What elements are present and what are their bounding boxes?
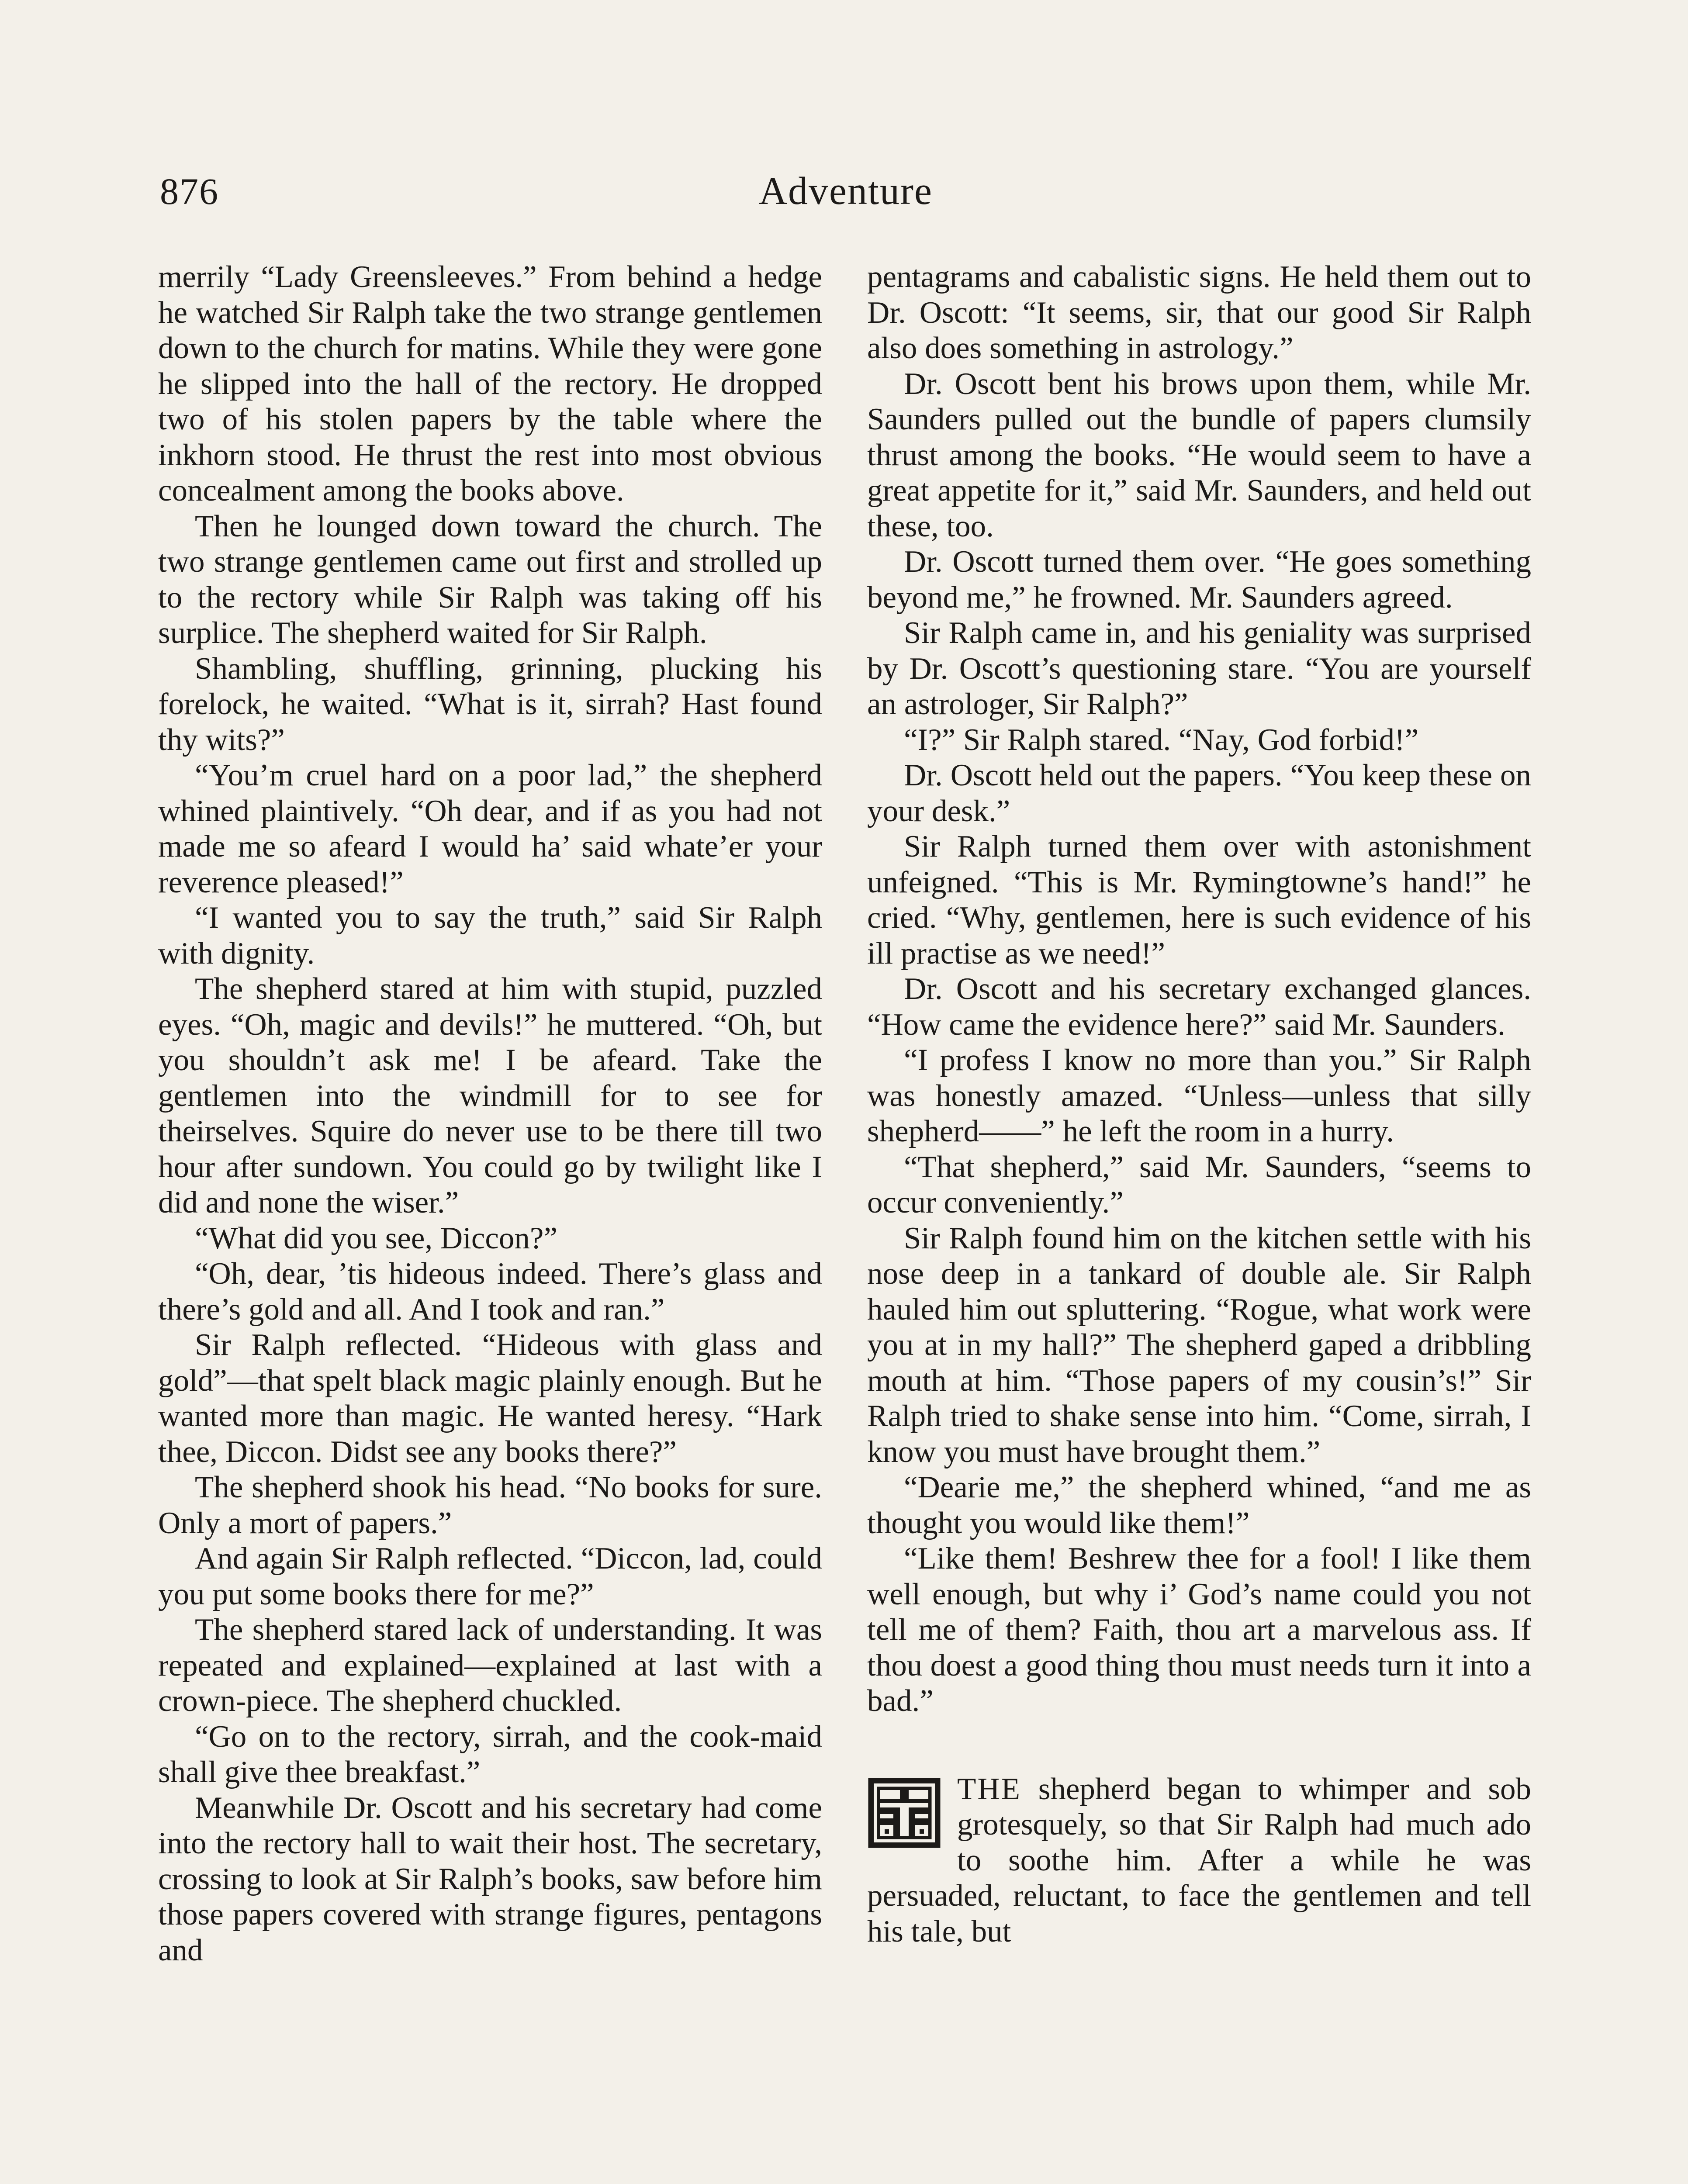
paragraph: Sir Ralph reflected. “Hideous with glass and gold”—that spelt black magic plainly enough. But he wanted more than magic. He wanted heresy. “Hark thee, Diccon. Didst see any books there?” (158, 1328, 822, 1469)
paragraph: “Dearie me,” the shepherd whined, “and me as thought you would like them!” (867, 1470, 1531, 1540)
paragraph: Dr. Oscott held out the papers. “You keep these on your desk.” (867, 758, 1531, 828)
paragraph: Meanwhile Dr. Oscott and his secretary had come into the rectory hall to wait their host. The secretary, crossing to look at Sir Ralph’s books, saw before him those papers covered with strange figures, pentagons and (158, 1790, 822, 1967)
paragraph: “Go on to the rectory, sirrah, and the cook-maid shall give thee breakfast.” (158, 1719, 822, 1789)
right-column-body (867, 259, 1531, 1719)
paragraph: Dr. Oscott bent his brows upon them, while Mr. Saunders pulled out the bundle of papers clumsily thrust among the books. “He would seem to have a great appetite for it,” said Mr. Saunders, and held out these, too. (867, 366, 1531, 543)
paragraph: Shambling, shuffling, grinning, plucking his forelock, he waited. “What is it, sirrah? Hast found thy wits?” (158, 651, 822, 757)
paragraph: “Oh, dear, ’tis hideous indeed. There’s glass and there’s gold and all. And I took and ran.” (158, 1257, 822, 1327)
paragraph: Sir Ralph turned them over with astonishment unfeigned. “This is Mr. Rymingtowne’s hand!” he cried. “Why, gentlemen, here is such evidence of his ill practise as we need!” (867, 829, 1531, 971)
paragraph: “I?” Sir Ralph stared. “Nay, God forbid!” (904, 722, 1419, 757)
page-number: 876 (160, 170, 219, 212)
paragraph: “Like them! Beshrew thee for a fool! I like them well enough, but why i’ God’s name could you not tell me of them? Faith, thou art a marvelous ass. If thou doest a good thing thou must needs turn it into a bad.” (867, 1541, 1531, 1718)
dropcap-paragraph-text: shepherd began to whimper and sob grotesquely, so that Sir Ralph had much ado to soothe him. After a while he was persuaded, reluctant, to face the gentlemen and tell his tale, but (867, 1772, 1531, 1949)
ornamental-dropcap-icon (867, 1777, 941, 1849)
dropcap-paragraph (867, 1772, 1531, 1950)
right-column (867, 259, 1531, 1949)
page-header (160, 165, 1532, 218)
paragraph: “I profess I know no more than you.” Sir Ralph was honestly amazed. “Unless—unless that silly shepherd——” he left the room in a hurry. (867, 1043, 1531, 1148)
paragraph: “What did you see, Diccon?” (195, 1221, 557, 1255)
paragraph: “That shepherd,” said Mr. Saunders, “seems to occur conveniently.” (867, 1150, 1531, 1220)
paragraph: Then he lounged down toward the church. The two strange gentlemen came out first and strolled up to the rectory while Sir Ralph was taking off his surplice. The shepherd waited for Sir Ralph. (158, 509, 822, 650)
paragraph: Sir Ralph found him on the kitchen settle with his nose deep in a tankard of double ale. Sir Ralph hauled him out spluttering. “Rogue, what work were you at in my hall?” The shepherd gaped a dribbling mouth at him. “Those papers of my cousin’s!” Sir Ralph tried to shake sense into him. “Come, sirrah, I know you must have brought them.” (867, 1221, 1531, 1469)
paragraph: “I wanted you to say the truth,” said Sir Ralph with dignity. (158, 901, 822, 971)
paragraph: The shepherd shook his head. “No books for sure. Only a mort of papers.” (158, 1470, 822, 1540)
paragraph: pentagrams and cabalistic signs. He held them out to Dr. Oscott: “It seems, sir, that our good Sir Ralph also does something in astrology.” (867, 260, 1531, 365)
paragraph: “You’m cruel hard on a poor lad,” the shepherd whined plaintively. “Oh dear, and if as you had not made me so afeard I would ha’ said whate’er your reverence pleased!” (158, 758, 822, 899)
left-column (158, 259, 822, 1968)
running-title: Adventure (759, 169, 933, 213)
paragraph: Sir Ralph came in, and his geniality was surprised by Dr. Oscott’s questioning stare. “You are yourself an astrologer, Sir Ralph?” (867, 616, 1531, 721)
paragraph: Dr. Oscott turned them over. “He goes something beyond me,” he frowned. Mr. Saunders agreed. (867, 545, 1531, 615)
paragraph: The shepherd stared at him with stupid, puzzled eyes. “Oh, magic and devils!” he muttered. “Oh, but you shouldn’t ask me! I be afeard. Take the gentlemen into the windmill for to see for theirselves. Squire do never use to be there till two hour after sundown. You could go by twilight like I did and none the wiser.” (158, 972, 822, 1220)
paragraph: The shepherd stared lack of understanding. It was repeated and explained—explained at last with a crown-piece. The shepherd chuckled. (158, 1613, 822, 1718)
paragraph: merrily “Lady Greensleeves.” From behind a hedge he watched Sir Ralph take the two strange gentlemen down to the church for matins. While they were gone he slipped into the hall of the rectory. He dropped two of his stolen papers by the table where the inkhorn stood. He thrust the rest into most obvious concealment among the books above. (158, 260, 822, 508)
dropcap-lead-word: THE (957, 1772, 1022, 1806)
section-break (867, 1719, 1531, 1772)
paragraph: Dr. Oscott and his secretary exchanged glances. “How came the evidence here?” said Mr. Saunders. (867, 972, 1531, 1042)
paragraph: And again Sir Ralph reflected. “Diccon, lad, could you put some books there for me?” (158, 1541, 822, 1611)
